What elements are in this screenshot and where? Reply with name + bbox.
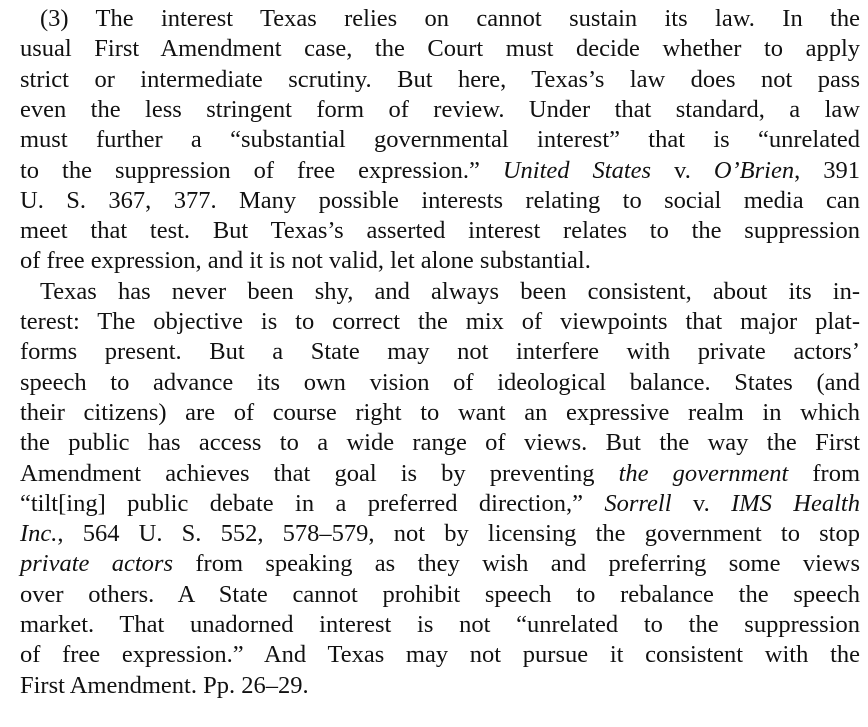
text-line (40, 4, 860, 34)
text-line (20, 95, 860, 125)
text-run: First Amendment. Pp. 26–29. (20, 671, 309, 699)
text-run: even the less stringent form of review. Under that standard, a law (20, 95, 860, 123)
text-run: their citizens) are of course right to want an expressive realm in which (20, 398, 860, 426)
text-line (20, 246, 860, 276)
text-run: strict or intermediate scrutiny. But here, Texas’s law does not pass (20, 65, 860, 93)
text-line (20, 337, 860, 367)
text-line (20, 640, 860, 670)
text-line (20, 549, 860, 579)
text-run: from (788, 459, 861, 487)
text-run: U. S. 367, 377. Many possible interests relating to social media can (20, 186, 860, 214)
text-line (20, 216, 860, 246)
text-run: usual First Amendment case, the Court must decide whether to apply (20, 35, 860, 63)
text-run: speech to advance its own vision of ideological balance. States (and (20, 368, 860, 396)
text-run: v. (671, 489, 732, 517)
text-line (20, 368, 860, 398)
italic-citation: O’Brien (713, 156, 795, 184)
text-run: (3) The interest Texas relies on cannot sustain its law. In the (40, 5, 860, 32)
italic-citation: IMS Health (731, 489, 860, 517)
text-run: meet that test. But Texas’s asserted interest relates to the suppression (20, 217, 860, 245)
italic-citation: Inc. (20, 520, 58, 548)
text-run: the public has access to a wide range of views. But the way the First (20, 429, 860, 457)
italic-citation: the government (618, 459, 789, 487)
text-run: v. (651, 156, 714, 184)
text-run: to the suppression of free expression.” (20, 156, 503, 184)
text-run: over others. A State cannot prohibit speech to rebalance the speech (20, 580, 860, 608)
text-run: forms present. But a State may not interfere with private actors’ (20, 338, 860, 366)
text-line (20, 65, 860, 95)
text-line (20, 459, 860, 489)
text-line (20, 489, 860, 519)
text-line (20, 398, 860, 428)
text-run: , 564 U. S. 552, 578–579, not by licensing the government to stop (57, 520, 860, 548)
text-line (20, 519, 860, 549)
italic-citation: United States (502, 156, 652, 184)
text-run: of free expression.” And Texas may not pursue it consistent with the (20, 641, 860, 669)
italic-citation: Sorrell (604, 489, 672, 517)
text-line (20, 428, 860, 458)
text-run: must further a “substantial governmental interest” that is “unrelated (20, 126, 860, 154)
text-run: from speaking as they wish and preferring some views (173, 550, 860, 578)
text-line (40, 277, 860, 307)
text-line (20, 125, 860, 155)
text-line (20, 307, 860, 337)
text-run: Texas has never been shy, and always been consistent, about its in- (40, 277, 860, 305)
text-line (20, 580, 860, 610)
italic-citation: private actors (20, 550, 174, 578)
text-run: market. That unadorned interest is not “unrelated to the suppression (20, 611, 860, 638)
text-run: of free expression, and it is not valid, let alone substantial. (20, 247, 591, 275)
text-line (20, 186, 860, 216)
text-run: terest: The objective is to correct the mix of viewpoints that major plat- (20, 308, 860, 335)
text-run: Amendment achieves that goal is by preventing (20, 459, 619, 487)
text-line (20, 610, 860, 640)
text-line (20, 156, 860, 186)
text-run: , 391 (794, 156, 860, 184)
text-line (20, 671, 860, 701)
text-line (20, 34, 860, 64)
text-run: “tilt[ing] public debate in a preferred direction,” (20, 489, 605, 517)
